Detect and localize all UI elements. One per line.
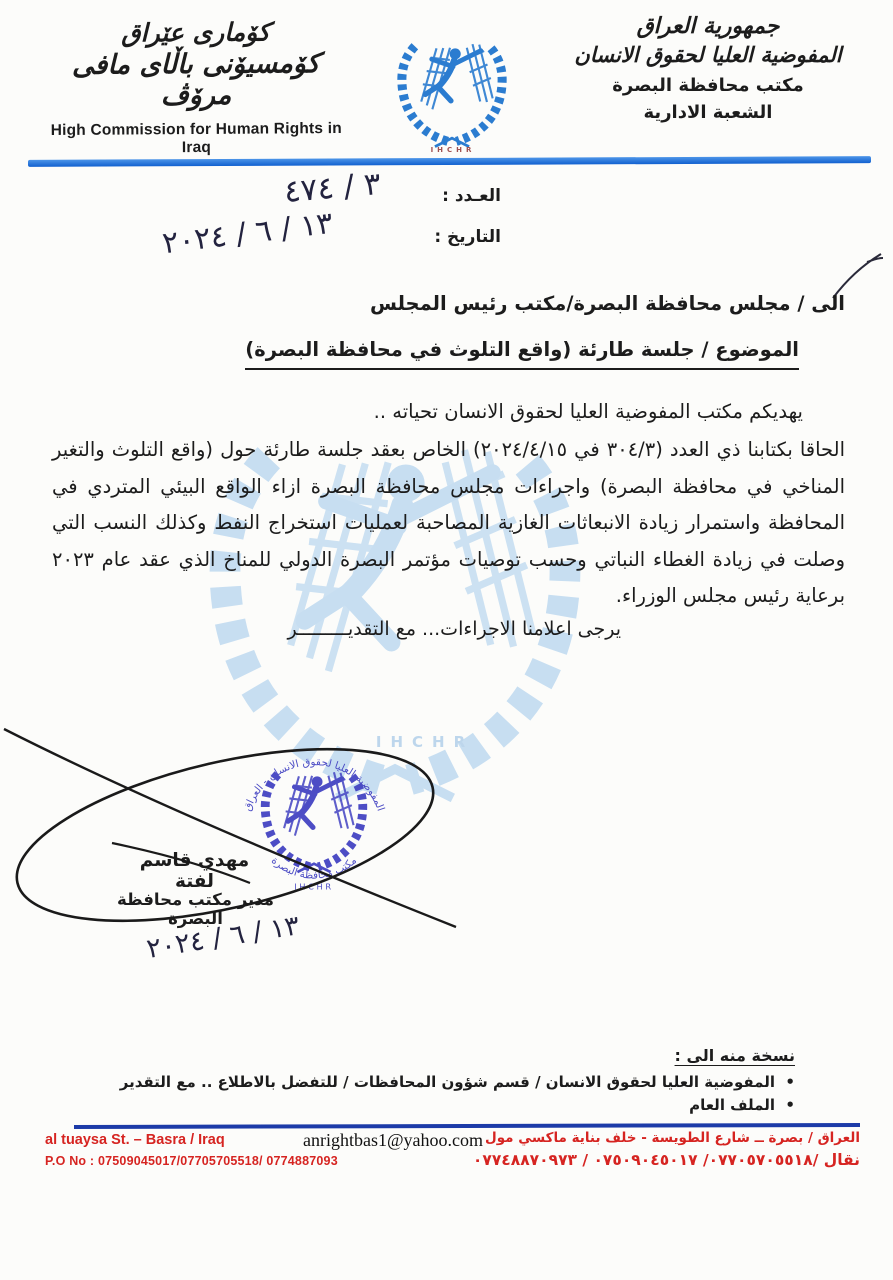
addressee-line: الى / مجلس محافظة البصرة/مكتب رئيس المجلس: [370, 292, 845, 315]
ihchr-logo-icon: [388, 24, 516, 152]
footer-email: anrightbas1@yahoo.com: [303, 1130, 484, 1150]
body-paragraph: الحاقا بكتابنا ذي العدد (٣٠٤/٣ في ٢٠٢٤/٤/١٥) الخاص بعقد جلسة طارئة حول (واقع التلوث والتغير المناخي في محافظة البصرة) واجراءات مجلس محافظة البصرة ازاء الواقع البيئي المتردي في المحافظة واستمرار زيادة الانبعاثات الغازية المصاحبة لعمليات استخراج النفط وكذلك النسب التي وصلت في زيادة الغطاء النباتي وحسب توصيات مؤتمر البصرة الدولي للمناخ الذي عقد عام ٢٠٢٣ برعاية رئيس مجلس الوزراء.: [52, 438, 845, 607]
kurdish-title-line2: کۆمسیۆنی باڵای مافی مرۆڤ: [71, 48, 320, 112]
copies-heading: نسخة منه الى :: [674, 1046, 795, 1065]
stamp-label: IHCHR: [294, 881, 334, 892]
kurdish-title-line1: کۆماری عێراق: [121, 17, 271, 48]
footer-address-english: [45, 1132, 338, 1168]
footer-street-ar: العراق / بصرة ــ شارع الطويسة - خلف بناية ماكسي مول: [485, 1130, 860, 1146]
footer-mobile-ar: نقال /٠٧٧٠٥٧٠٥٥١٨/ ٠٧٥٠٩٠٤٥٠١٧ / ٠٧٧٤٨٨٧٠٩٧٣: [472, 1151, 860, 1169]
number-value-handwritten: ٣ / ٤٧٤: [282, 165, 383, 211]
copies-item: • الملف العام: [55, 1096, 795, 1114]
stamp-text-bottom: مكتب محافظة البصرة: [268, 854, 360, 882]
english-title: High Commission for Human Rights in Iraq: [50, 119, 342, 157]
copies-item: • المفوضية العليا لحقوق الانسان / قسم شؤون المحافظات / للتفضل بالاطلاع .. مع التقدير: [55, 1073, 795, 1091]
republic-line: جمهورية العراق: [636, 14, 780, 39]
signature-swoosh: [0, 715, 470, 1015]
signatory-title: مدير مكتب محافظة البصرة: [117, 890, 274, 928]
footer-address-arabic: [473, 1130, 860, 1169]
header-right-block: [553, 14, 863, 123]
footer-divider-line: [74, 1123, 860, 1129]
admin-division-line: الشعبة الادارية: [643, 102, 773, 123]
closing-line: يرجى اعلامنا الاجراءات... مع التقديـــــــــر: [287, 618, 621, 640]
ihchr-logo-label: IHCHR: [430, 146, 476, 154]
signatory-name: مهدي قاسم لفتة: [139, 850, 250, 892]
signature-date-handwritten: ١٣ / ٦ / ٢٠٢٤: [144, 910, 302, 965]
greeting-line: يهديكم مكتب المفوضية العليا لحقوق الانسان تحياته ..: [373, 400, 803, 423]
watermark-label: IHCHR: [375, 733, 475, 751]
date-value-handwritten: ١٣ / ٦ / ٢٠٢٤: [160, 205, 335, 262]
number-label: العـدد :: [442, 186, 501, 206]
commission-line: المفوضية العليا لحقوق الانسان: [574, 43, 842, 67]
reference-block: [389, 186, 501, 268]
header-left-block: [36, 17, 357, 158]
copies-section: [55, 1046, 795, 1119]
header-divider-line: [28, 156, 871, 167]
basra-office-line: مكتب محافظة البصرة: [612, 75, 804, 96]
footer-street-en: al tuaysa St. – Basra / Iraq: [45, 1132, 225, 1148]
stamp-text-top: المفوضية العليا لحقوق الانسان - العراق: [241, 756, 387, 813]
date-label: التاريخ :: [434, 227, 501, 247]
footer-po-number: P.O No : 07509045017/07705705518/ 0774887093: [45, 1154, 338, 1168]
subject-line: الموضوع / جلسة طارئة (واقع التلوث في محافظة البصرة): [245, 338, 799, 370]
